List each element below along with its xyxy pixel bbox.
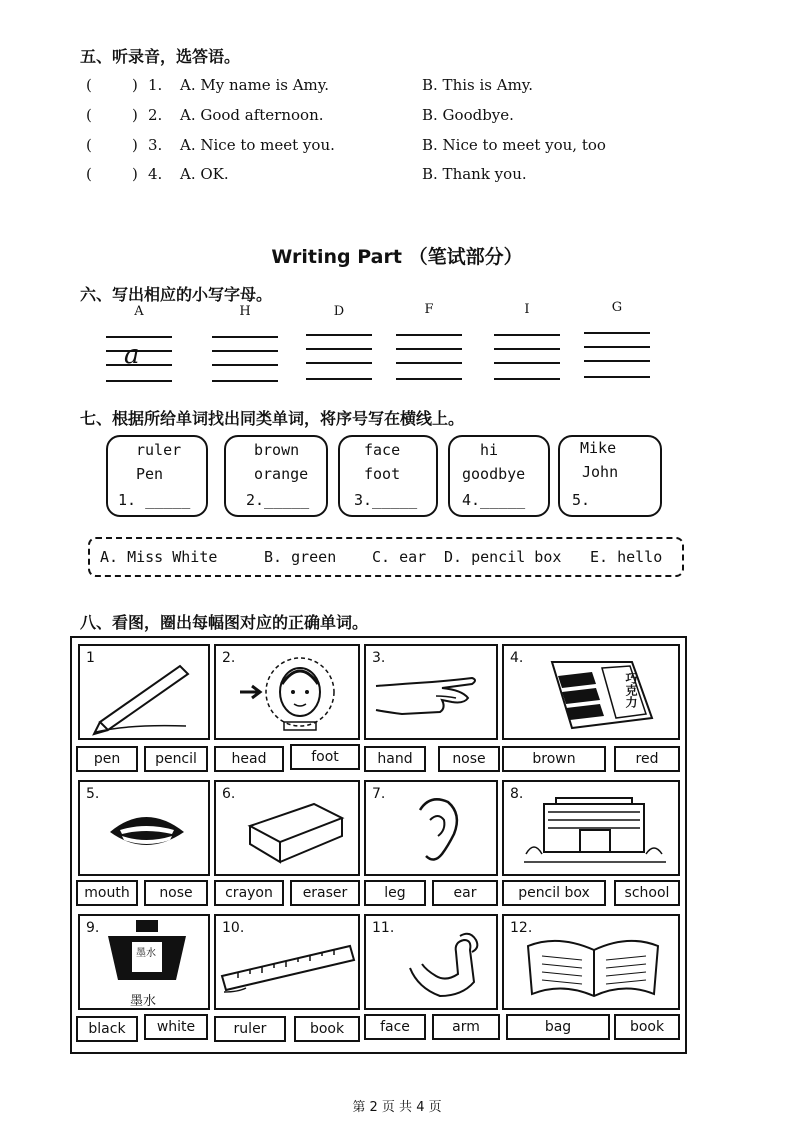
word-choice-eraser[interactable]: eraser xyxy=(290,880,360,906)
word-1: Mike xyxy=(580,439,617,457)
answer-paren-right: ) xyxy=(132,165,138,183)
picture-cell-12 xyxy=(502,914,680,1010)
cell-number: 5. xyxy=(86,786,100,802)
option-c-ear: C. ear xyxy=(372,548,427,566)
answer-blank[interactable]: 3._____ xyxy=(354,491,418,509)
cell-number: 10. xyxy=(222,920,245,936)
option-a: A. My name is Amy. xyxy=(180,76,330,94)
writing-part-title: Writing Part （笔试部分） xyxy=(271,246,523,268)
word-group-box-1 xyxy=(106,435,208,517)
word-choice-book-2[interactable]: book xyxy=(294,1016,360,1042)
word-1: ruler xyxy=(136,441,182,459)
option-b: B. Thank you. xyxy=(422,165,527,183)
section8-heading: 八、看图，圈出每幅图对应的正确单词。 xyxy=(80,613,369,632)
picture-cell-5 xyxy=(78,780,210,876)
word-1: face xyxy=(364,441,401,459)
cell-number: 12. xyxy=(510,920,533,936)
ear-icon xyxy=(400,790,470,870)
word-2: goodbye xyxy=(462,465,526,483)
ruler-icon xyxy=(218,936,358,1006)
question-number: 2. xyxy=(148,106,163,124)
cell-number: 7. xyxy=(372,786,386,802)
cell-number: 2. xyxy=(222,650,236,666)
cell-number: 8. xyxy=(510,786,524,802)
answer-paren-right: ) xyxy=(132,76,138,94)
word-choice-ear[interactable]: ear xyxy=(432,880,498,906)
word-choice-leg[interactable]: leg xyxy=(364,880,426,906)
option-a: A. OK. xyxy=(180,165,229,183)
page-number: 第 2 页 共 4 页 xyxy=(352,1100,442,1115)
answer-paren-right: ) xyxy=(132,106,138,124)
option-b: B. Goodbye. xyxy=(422,106,514,124)
word-2: orange xyxy=(254,465,309,483)
picture-cell-4 xyxy=(502,644,680,740)
cell-number: 11. xyxy=(372,920,395,936)
word-choice-pencil-box[interactable]: pencil box xyxy=(502,880,606,906)
word-2: foot xyxy=(364,465,401,483)
answer-blank[interactable]: 1. _____ xyxy=(118,491,191,509)
capital-letter: I xyxy=(524,302,530,317)
ink-caption: 墨水 xyxy=(130,994,157,1009)
capital-letter: F xyxy=(424,302,434,317)
question-number: 1. xyxy=(148,76,163,94)
capital-letter: A xyxy=(134,304,144,319)
school-icon xyxy=(520,790,670,874)
word-choice-ruler[interactable]: ruler xyxy=(214,1016,286,1042)
picture-cell-9 xyxy=(78,914,210,1010)
writing-lines[interactable] xyxy=(306,332,372,384)
word-choice-pen[interactable]: pen xyxy=(76,746,138,772)
capital-letter: H xyxy=(239,304,251,319)
example-answer: a xyxy=(124,340,140,370)
head-icon xyxy=(224,650,354,740)
option-e-hello: E. hello xyxy=(590,548,663,566)
word-choice-face[interactable]: face xyxy=(364,1014,426,1040)
cell-number: 4. xyxy=(510,650,524,666)
question-row-4 xyxy=(86,165,726,187)
word-choice-book[interactable]: book xyxy=(614,1014,680,1040)
word-1: brown xyxy=(254,441,300,459)
word-choice-bag[interactable]: bag xyxy=(506,1014,610,1040)
option-a: A. Nice to meet you. xyxy=(180,136,335,154)
writing-lines[interactable] xyxy=(494,332,560,384)
capital-letter: D xyxy=(333,304,345,319)
answer-blank[interactable]: 4._____ xyxy=(462,491,526,509)
picture-grid xyxy=(70,636,687,1054)
picture-cell-6 xyxy=(214,780,360,876)
word-group-box-2 xyxy=(224,435,328,517)
options-box xyxy=(88,537,684,577)
picture-cell-11 xyxy=(364,914,498,1010)
word-choice-red[interactable]: red xyxy=(614,746,680,772)
eraser-icon xyxy=(230,792,350,872)
picture-cell-2 xyxy=(214,644,360,740)
word-choice-crayon[interactable]: crayon xyxy=(214,880,284,906)
word-choice-nose-2[interactable]: nose xyxy=(144,880,208,906)
picture-cell-10 xyxy=(214,914,360,1010)
writing-lines[interactable] xyxy=(212,334,278,386)
word-choice-foot[interactable]: foot xyxy=(290,744,360,770)
word-1: hi xyxy=(480,441,499,459)
cell-number: 1 xyxy=(86,650,95,666)
hand-icon xyxy=(372,656,492,736)
word-group-box-5 xyxy=(558,435,662,517)
ink-label-text: 墨水 xyxy=(136,948,156,959)
word-choice-nose[interactable]: nose xyxy=(438,746,500,772)
word-choice-brown[interactable]: brown xyxy=(502,746,606,772)
picture-cell-7 xyxy=(364,780,498,876)
answer-blank[interactable]: 2._____ xyxy=(246,491,310,509)
cell-number: 3. xyxy=(372,650,386,666)
question-number: 4. xyxy=(148,165,163,183)
picture-cell-8 xyxy=(502,780,680,876)
word-group-box-3 xyxy=(338,435,438,517)
option-d-pencil-box: D. pencil box xyxy=(444,548,562,566)
option-b-green: B. green xyxy=(264,548,337,566)
question-number: 3. xyxy=(148,136,163,154)
answer-paren-left[interactable]: ( xyxy=(86,136,92,154)
picture-cell-3 xyxy=(364,644,498,740)
writing-lines[interactable] xyxy=(396,332,462,384)
chocolate-icon xyxy=(522,652,672,736)
answer-paren-left[interactable]: ( xyxy=(86,76,92,94)
option-b: B. This is Amy. xyxy=(422,76,534,94)
word-choice-white[interactable]: white xyxy=(144,1014,208,1040)
picture-cell-1 xyxy=(78,644,210,740)
pencil-icon xyxy=(90,656,200,736)
cell-number: 6. xyxy=(222,786,236,802)
word-2: Pen xyxy=(136,465,164,483)
section6-heading: 六、写出相应的小写字母。 xyxy=(80,285,273,304)
section7-heading: 七、根据所给单词找出同类单词，将序号写在横线上。 xyxy=(80,409,465,428)
word-choice-pencil[interactable]: pencil xyxy=(144,746,208,772)
answer-paren-right: ) xyxy=(132,136,138,154)
question-row-3 xyxy=(86,136,726,158)
word-2: John xyxy=(582,463,619,481)
chocolate-text: 巧克力 xyxy=(624,672,638,708)
word-choice-school[interactable]: school xyxy=(614,880,680,906)
capital-letter: G xyxy=(611,300,623,315)
answer-paren-left[interactable]: ( xyxy=(86,165,92,183)
question-row-1 xyxy=(86,76,726,98)
arm-icon xyxy=(400,924,490,1004)
book-icon xyxy=(518,924,668,1004)
word-group-box-4 xyxy=(448,435,550,517)
writing-lines[interactable] xyxy=(584,330,650,382)
word-choice-arm[interactable]: arm xyxy=(432,1014,500,1040)
option-a-miss-white: A. Miss White xyxy=(100,548,218,566)
cell-number: 9. xyxy=(86,920,100,936)
mouth-icon xyxy=(92,792,202,872)
word-choice-mouth[interactable]: mouth xyxy=(76,880,138,906)
answer-paren-left[interactable]: ( xyxy=(86,106,92,124)
writing-lines[interactable] xyxy=(106,334,172,386)
option-a: A. Good afternoon. xyxy=(180,106,324,124)
word-choice-hand[interactable]: hand xyxy=(364,746,426,772)
section5-heading: 五、听录音，选答语。 xyxy=(80,47,241,66)
option-b: B. Nice to meet you, too xyxy=(422,136,606,154)
word-choice-black[interactable]: black xyxy=(76,1016,138,1042)
answer-blank[interactable]: 5. xyxy=(572,491,591,509)
question-row-2 xyxy=(86,106,726,128)
word-choice-head[interactable]: head xyxy=(214,746,284,772)
